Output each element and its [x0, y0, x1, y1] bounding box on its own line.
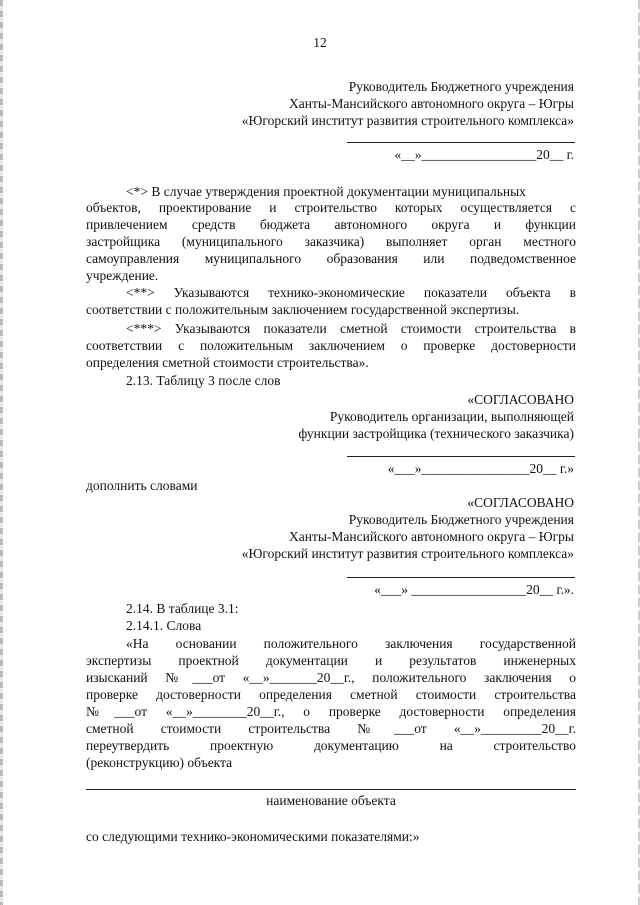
item-2-14: 2.14. В таблице 3.1: [126, 601, 239, 616]
quote-line-7: переутвердить проектную документацию на строительство [86, 738, 576, 753]
closing-text: со следующими технико-экономическими показателями:» [86, 829, 420, 844]
footnote-1-line-1: <*> В случае утверждения проектной документации муниципальных [126, 184, 526, 199]
quote-line-8: (реконструкцию) объекта [86, 755, 233, 770]
page-number: 12 [313, 35, 327, 50]
header-line-2: Ханты-Мансийского автономного округа – Югры [289, 96, 574, 111]
signature-line [347, 142, 575, 143]
block-a-date: «___»________________20__ г.» [387, 461, 574, 476]
quote-line-6: сметной стоимости строительства №___от «__»_________20__г. [86, 721, 576, 736]
footnote-1-line-4: застройщика (муниципального заказчика) выполняет орган местного [86, 234, 576, 249]
footnote-2-line-1: <**> Указываются технико-экономические показатели объекта в [126, 285, 576, 300]
footnote-1-line-3: привлечением средств бюджета автономного округа и функции [86, 217, 576, 232]
signature-line [347, 456, 575, 457]
quote-line-4: проверке достоверности определения сметной стоимости строительства [86, 687, 576, 702]
block-a-line-2: функции застройщика (технического заказчика) [298, 426, 574, 441]
header-date: «__»_________________20__ г. [394, 147, 574, 162]
quote-line-5: №___от «__»________20__г., о проверке достоверности определения [86, 704, 576, 719]
block-b-date: «___» _________________20__ г.». [374, 582, 574, 597]
header-line-3: «Югорский институт развития строительного комплекса» [241, 113, 574, 128]
object-caption: наименование объекта [266, 793, 396, 808]
block-b-line-2: Ханты-Мансийского автономного округа – Югры [289, 529, 574, 544]
footnote-1-line-6: учреждение. [86, 268, 159, 283]
block-b-line-3: «Югорский институт развития строительного комплекса» [241, 546, 574, 561]
footnote-2-line-2: соответствии с положительным заключением государственной экспертизы. [86, 302, 520, 317]
object-name-line [86, 789, 576, 790]
footnote-3-line-2: соответствии с положительным заключением о проверке достоверности [86, 338, 576, 353]
footnote-3-line-3: определения сметной стоимости строительства». [86, 355, 369, 370]
header-line-1: Руководитель Бюджетного учреждения [348, 79, 574, 94]
footnote-1-line-5: самоуправления муниципального образования или подведомственное [86, 251, 576, 266]
footnote-1-line-2: объектов, проектирование и строительство которых осуществляется с [86, 200, 576, 215]
scan-edge-left [0, 0, 3, 905]
quote-line-1: «На основании положительного заключения государственной [126, 636, 576, 651]
quote-line-2: экспертизы проектной документации и результатов инженерных [86, 653, 576, 668]
item-2-13: 2.13. Таблицу 3 после слов [126, 373, 281, 388]
quote-line-3: изысканий №___от «__»_______20__г., положительного заключения о [86, 670, 576, 685]
footnote-3-line-1: <***> Указываются показатели сметной стоимости строительства в [126, 321, 576, 336]
block-a-line-1: Руководитель организации, выполняющей [329, 409, 574, 424]
item-2-14-1: 2.14.1. Слова [126, 618, 202, 633]
block-b-title: «СОГЛАСОВАНО [467, 495, 574, 510]
block-b-line-1: Руководитель Бюджетного учреждения [348, 512, 574, 527]
supplement-text: дополнить словами [86, 478, 198, 493]
signature-line [347, 577, 575, 578]
block-a-title: «СОГЛАСОВАНО [467, 392, 574, 407]
